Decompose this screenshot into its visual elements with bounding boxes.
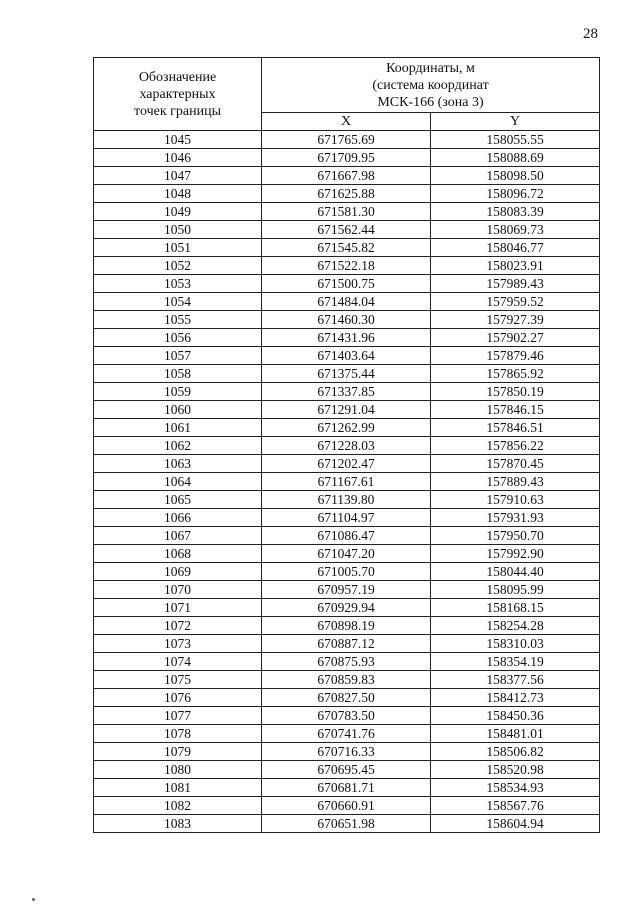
x-coordinate-cell: 671167.61 <box>262 473 431 491</box>
point-id-cell: 1060 <box>94 401 262 419</box>
point-id-cell: 1051 <box>94 239 262 257</box>
y-coordinate-cell: 158095.99 <box>431 581 600 599</box>
point-id-cell: 1067 <box>94 527 262 545</box>
table-row <box>94 491 600 509</box>
y-coordinate-cell: 158044.40 <box>431 563 600 581</box>
x-coordinate-cell: 671228.03 <box>262 437 431 455</box>
y-coordinate-cell: 158168.15 <box>431 599 600 617</box>
table-row <box>94 509 600 527</box>
x-coordinate-cell: 670827.50 <box>262 689 431 707</box>
x-coordinate-cell: 671522.18 <box>262 257 431 275</box>
y-coordinate-cell: 158412.73 <box>431 689 600 707</box>
x-coordinate-cell: 671484.04 <box>262 293 431 311</box>
x-coordinate-cell: 670875.93 <box>262 653 431 671</box>
table-row <box>94 653 600 671</box>
x-coordinate-cell: 671431.96 <box>262 329 431 347</box>
table-row <box>94 473 600 491</box>
y-coordinate-cell: 157850.19 <box>431 383 600 401</box>
y-coordinate-cell: 158046.77 <box>431 239 600 257</box>
coordinates-header-line: (система координат <box>372 77 489 93</box>
point-id-cell: 1074 <box>94 653 262 671</box>
table-row <box>94 293 600 311</box>
y-coordinate-cell: 158567.76 <box>431 797 600 815</box>
point-id-cell: 1081 <box>94 779 262 797</box>
table-body <box>94 131 600 833</box>
table-row <box>94 185 600 203</box>
table-row <box>94 527 600 545</box>
coordinates-table <box>93 57 600 833</box>
y-coordinate-cell: 158604.94 <box>431 815 600 833</box>
x-coordinate-cell: 670695.45 <box>262 761 431 779</box>
table-row <box>94 797 600 815</box>
point-id-cell: 1047 <box>94 167 262 185</box>
y-coordinate-cell: 158254.28 <box>431 617 600 635</box>
point-id-cell: 1066 <box>94 509 262 527</box>
x-coordinate-cell: 671005.70 <box>262 563 431 581</box>
table-row <box>94 635 600 653</box>
designation-header-line: характерных <box>139 86 216 102</box>
table-row <box>94 329 600 347</box>
y-coordinate-cell: 158083.39 <box>431 203 600 221</box>
x-coordinate-cell: 671667.98 <box>262 167 431 185</box>
x-coordinate-cell: 671765.69 <box>262 131 431 149</box>
x-column-header: X <box>262 113 431 131</box>
y-coordinate-cell: 158096.72 <box>431 185 600 203</box>
x-coordinate-cell: 671291.04 <box>262 401 431 419</box>
y-coordinate-cell: 158069.73 <box>431 221 600 239</box>
table-row <box>94 437 600 455</box>
y-coordinate-cell: 157846.15 <box>431 401 600 419</box>
y-coordinate-cell: 157865.92 <box>431 365 600 383</box>
x-coordinate-cell: 671460.30 <box>262 311 431 329</box>
x-coordinate-cell: 670783.50 <box>262 707 431 725</box>
point-id-cell: 1049 <box>94 203 262 221</box>
table-row <box>94 347 600 365</box>
table-row <box>94 671 600 689</box>
y-coordinate-cell: 158534.93 <box>431 779 600 797</box>
table-row <box>94 311 600 329</box>
table-row <box>94 581 600 599</box>
y-coordinate-cell: 157950.70 <box>431 527 600 545</box>
table-row <box>94 761 600 779</box>
table-row <box>94 221 600 239</box>
x-coordinate-cell: 671375.44 <box>262 365 431 383</box>
coordinates-header-line: Координаты, м <box>386 60 475 76</box>
y-coordinate-cell: 157870.45 <box>431 455 600 473</box>
table-row <box>94 203 600 221</box>
x-coordinate-cell: 671086.47 <box>262 527 431 545</box>
designation-header-line: точек границы <box>134 103 221 119</box>
point-id-cell: 1058 <box>94 365 262 383</box>
coordinates-header <box>262 58 600 113</box>
y-coordinate-cell: 157989.43 <box>431 275 600 293</box>
point-id-cell: 1083 <box>94 815 262 833</box>
point-id-cell: 1054 <box>94 293 262 311</box>
point-id-cell: 1082 <box>94 797 262 815</box>
x-coordinate-cell: 670741.76 <box>262 725 431 743</box>
table-row <box>94 563 600 581</box>
y-coordinate-cell: 157846.51 <box>431 419 600 437</box>
table-row <box>94 617 600 635</box>
designation-header-line: Обозначение <box>138 69 217 85</box>
point-id-cell: 1048 <box>94 185 262 203</box>
point-id-cell: 1057 <box>94 347 262 365</box>
x-coordinate-cell: 670898.19 <box>262 617 431 635</box>
table-row <box>94 599 600 617</box>
y-coordinate-cell: 157879.46 <box>431 347 600 365</box>
point-id-cell: 1078 <box>94 725 262 743</box>
y-coordinate-cell: 158481.01 <box>431 725 600 743</box>
table-row <box>94 779 600 797</box>
y-coordinate-cell: 158098.50 <box>431 167 600 185</box>
point-id-cell: 1061 <box>94 419 262 437</box>
x-coordinate-cell: 671262.99 <box>262 419 431 437</box>
table-row <box>94 689 600 707</box>
y-coordinate-cell: 157889.43 <box>431 473 600 491</box>
x-coordinate-cell: 671709.95 <box>262 149 431 167</box>
point-id-cell: 1064 <box>94 473 262 491</box>
y-coordinate-cell: 158377.56 <box>431 671 600 689</box>
point-id-cell: 1070 <box>94 581 262 599</box>
scan-speck <box>32 898 35 901</box>
table-row <box>94 383 600 401</box>
x-coordinate-cell: 670716.33 <box>262 743 431 761</box>
y-coordinate-cell: 157856.22 <box>431 437 600 455</box>
table-row <box>94 545 600 563</box>
x-coordinate-cell: 671337.85 <box>262 383 431 401</box>
point-id-cell: 1056 <box>94 329 262 347</box>
x-coordinate-cell: 670929.94 <box>262 599 431 617</box>
table-row <box>94 149 600 167</box>
y-coordinate-cell: 158506.82 <box>431 743 600 761</box>
table-row <box>94 815 600 833</box>
y-coordinate-cell: 157910.63 <box>431 491 600 509</box>
table-row <box>94 743 600 761</box>
y-column-header: Y <box>431 113 600 131</box>
y-coordinate-cell: 158354.19 <box>431 653 600 671</box>
point-id-cell: 1068 <box>94 545 262 563</box>
x-coordinate-cell: 671403.64 <box>262 347 431 365</box>
point-id-cell: 1062 <box>94 437 262 455</box>
point-id-cell: 1073 <box>94 635 262 653</box>
point-id-cell: 1059 <box>94 383 262 401</box>
point-id-cell: 1045 <box>94 131 262 149</box>
x-coordinate-cell: 670957.19 <box>262 581 431 599</box>
table-row <box>94 725 600 743</box>
point-id-cell: 1079 <box>94 743 262 761</box>
y-coordinate-cell: 158088.69 <box>431 149 600 167</box>
table-row <box>94 401 600 419</box>
coordinates-header-line: МСК-166 (зона 3) <box>377 94 484 110</box>
y-coordinate-cell: 157959.52 <box>431 293 600 311</box>
table-row <box>94 131 600 149</box>
x-coordinate-cell: 670660.91 <box>262 797 431 815</box>
table-row <box>94 455 600 473</box>
x-coordinate-cell: 671581.30 <box>262 203 431 221</box>
point-id-cell: 1077 <box>94 707 262 725</box>
x-coordinate-cell: 670859.83 <box>262 671 431 689</box>
table-row <box>94 167 600 185</box>
x-coordinate-cell: 671047.20 <box>262 545 431 563</box>
y-coordinate-cell: 158520.98 <box>431 761 600 779</box>
point-id-cell: 1072 <box>94 617 262 635</box>
x-coordinate-cell: 671545.82 <box>262 239 431 257</box>
point-id-cell: 1076 <box>94 689 262 707</box>
point-id-cell: 1065 <box>94 491 262 509</box>
point-id-cell: 1050 <box>94 221 262 239</box>
x-coordinate-cell: 671625.88 <box>262 185 431 203</box>
point-id-cell: 1069 <box>94 563 262 581</box>
point-id-cell: 1080 <box>94 761 262 779</box>
table-row <box>94 257 600 275</box>
y-coordinate-cell: 158450.36 <box>431 707 600 725</box>
table-row <box>94 275 600 293</box>
point-id-cell: 1052 <box>94 257 262 275</box>
point-id-cell: 1071 <box>94 599 262 617</box>
x-coordinate-cell: 671104.97 <box>262 509 431 527</box>
table-row <box>94 707 600 725</box>
point-id-cell: 1063 <box>94 455 262 473</box>
table-row <box>94 419 600 437</box>
x-coordinate-cell: 670887.12 <box>262 635 431 653</box>
y-coordinate-cell: 158310.03 <box>431 635 600 653</box>
y-coordinate-cell: 158055.55 <box>431 131 600 149</box>
point-id-cell: 1046 <box>94 149 262 167</box>
table-header <box>94 58 600 131</box>
x-coordinate-cell: 671562.44 <box>262 221 431 239</box>
y-coordinate-cell: 157992.90 <box>431 545 600 563</box>
x-coordinate-cell: 671139.80 <box>262 491 431 509</box>
y-coordinate-cell: 158023.91 <box>431 257 600 275</box>
y-coordinate-cell: 157927.39 <box>431 311 600 329</box>
designation-header <box>94 58 262 131</box>
table-row <box>94 365 600 383</box>
x-coordinate-cell: 671202.47 <box>262 455 431 473</box>
y-coordinate-cell: 157902.27 <box>431 329 600 347</box>
page-number: 28 <box>583 26 598 42</box>
y-coordinate-cell: 157931.93 <box>431 509 600 527</box>
table-row <box>94 239 600 257</box>
point-id-cell: 1075 <box>94 671 262 689</box>
point-id-cell: 1053 <box>94 275 262 293</box>
x-coordinate-cell: 670651.98 <box>262 815 431 833</box>
x-coordinate-cell: 671500.75 <box>262 275 431 293</box>
x-coordinate-cell: 670681.71 <box>262 779 431 797</box>
point-id-cell: 1055 <box>94 311 262 329</box>
